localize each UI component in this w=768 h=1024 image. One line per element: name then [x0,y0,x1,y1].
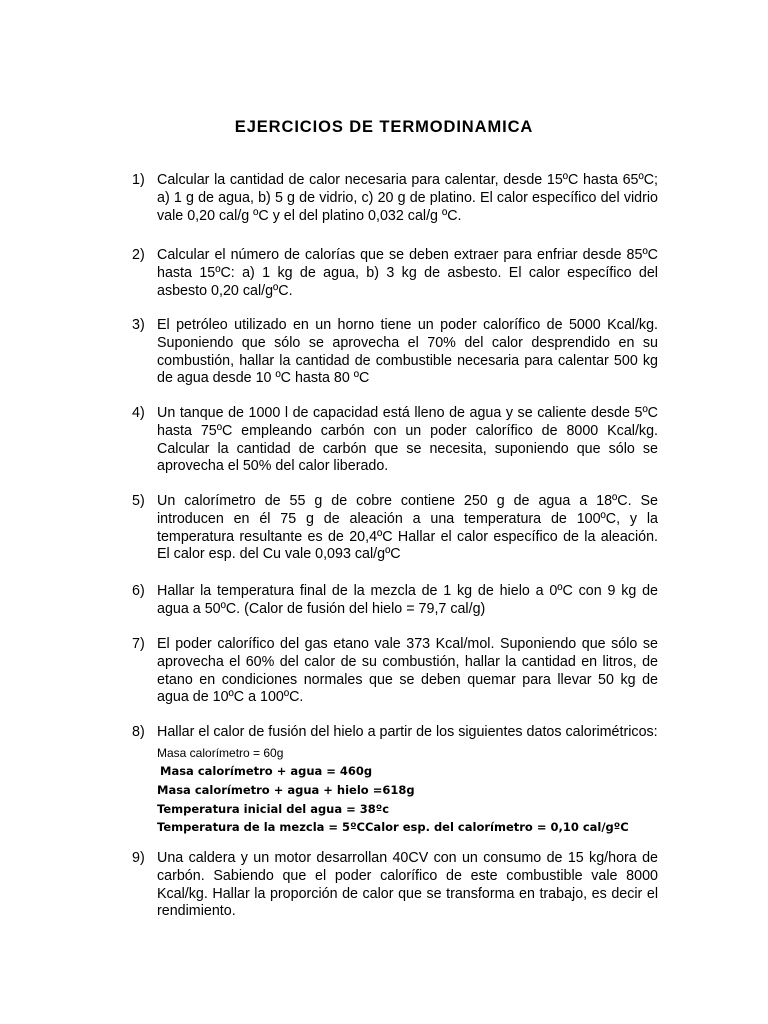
data-line: Temperatura de la mezcla = 5ºCCalor esp. del calorímetro = 0,10 cal/gºC [157,820,629,835]
exercise-5 [132,493,658,564]
exercise-number: 8) [132,724,145,740]
exercise-2 [132,247,658,300]
exercise-4 [132,405,658,476]
exercise-number: 6) [132,583,145,599]
exercise-number: 4) [132,405,145,421]
data-line: Masa calorímetro + agua + hielo =618g [157,782,415,797]
exercise-text: Hallar la temperatura final de la mezcla de 1 kg de hielo a 0ºC con 9 kg de agua a 50ºC. (Calor de fusión del hielo = 79,7 cal/g) [157,583,658,617]
exercise-number: 9) [132,850,145,866]
exercise-text: Una caldera y un motor desarrollan 40CV con un consumo de 15 kg/hora de carbón. Sabiendo que el poder calorífico de este combustible vale 8000 Kcal/kg. Hallar la proporción de calor que se transforma en trabajo, es decir el rendimiento. [157,850,658,920]
exercise-3 [132,317,658,388]
document-title: EJERCICIOS DE TERMODINAMICA [234,118,534,136]
exercise-9 [132,850,658,921]
exercise-text: El poder calorífico del gas etano vale 373 Kcal/mol. Suponiendo que sólo se aprovecha el 60% del calor de su combustión, hallar la cantidad en litros, de etano en condiciones normales que se deben quemar para llevar 50 kg de agua de 10ºC a 100ºC. [157,636,658,706]
exercise-text: Calcular la cantidad de calor necesaria para calentar, desde 15ºC hasta 65ºC; a) 1 g de agua, b) 5 g de vidrio, c) 20 g de platino. El calor específico del vidrio vale 0,20 cal/g ºC y el del platino 0,032 cal/g ºC. [157,172,658,224]
exercise-text: El petróleo utilizado en un horno tiene un poder calorífico de 5000 Kcal/kg. Suponiendo que sólo se aprovecha el 70% del calor desprendido en su combustión, hallar la cantidad de combustible necesaria para calentar 500 kg de agua desde 10 ºC hasta 80 ºC [157,317,658,387]
exercise-number: 5) [132,493,145,509]
exercise-text: Un tanque de 1000 l de capacidad está lleno de agua y se caliente desde 5ºC hasta 75ºC empleando carbón con un poder calorífico de 8000 Kcal/kg. Calcular la cantidad de carbón que se necesita, suponiendo que sólo se aprovecha el 50% del calor liberado. [157,405,658,475]
exercise-number: 3) [132,317,145,333]
exercise-1 [132,172,658,225]
exercise-number: 7) [132,636,145,652]
exercise-text: Hallar el calor de fusión del hielo a partir de los siguientes datos calorimétricos: [157,724,658,740]
data-line: Temperatura inicial del agua = 38ºc [157,801,390,816]
exercise-number: 1) [132,172,145,188]
data-line: Masa calorímetro = 60g [157,745,284,760]
exercise-text: Un calorímetro de 55 g de cobre contiene 250 g de agua a 18ºC. Se introducen en él 75 g de aleación a una temperatura de 100ºC, y la temperatura resultante es de 20,4ºC Hallar el calor específico de la aleación. El calor esp. del Cu vale 0,093 cal/gºC [157,493,658,563]
calorimetric-data [157,744,658,837]
exercise-number: 2) [132,247,145,263]
exercise-8 [132,724,658,837]
exercise-text: Calcular el número de calorías que se deben extraer para enfriar desde 85ºC hasta 15ºC: a) 1 kg de agua, b) 3 kg de asbesto. El calor específico del asbesto 0,20 cal/gºC. [157,247,658,299]
exercise-6 [132,583,658,619]
data-line: Masa calorímetro + agua = 460g [160,764,373,779]
exercise-7 [132,636,658,707]
